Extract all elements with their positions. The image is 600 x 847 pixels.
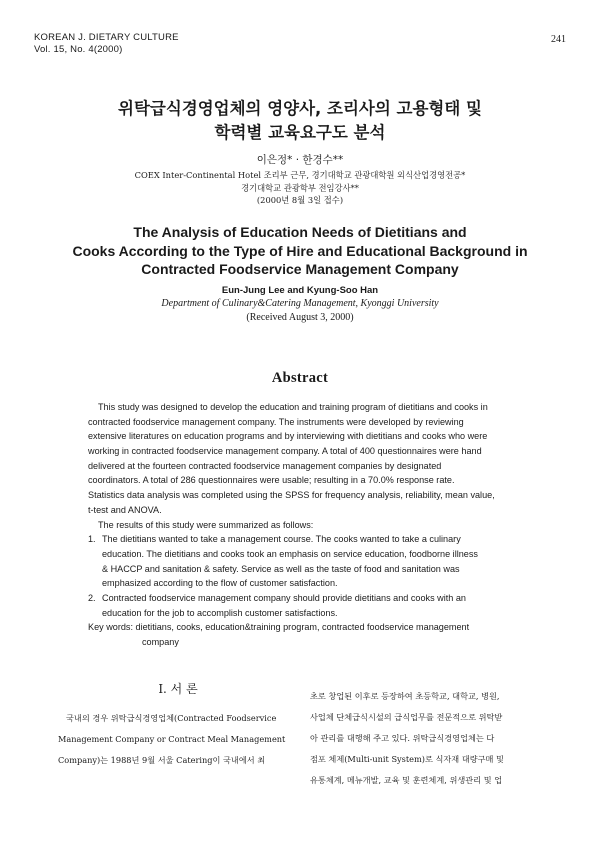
english-received-date: (Received August 3, 2000) <box>246 312 354 323</box>
abstract-body <box>88 400 520 650</box>
results-intro: The results of this study were summarized as follows: <box>98 519 314 530</box>
korean-title <box>0 97 600 145</box>
result-line: education. The dietitians and cooks took an emphasis on service education, foodborne illness <box>102 548 478 559</box>
result-item-1 <box>88 532 520 547</box>
body-left-column <box>58 708 294 771</box>
korean-affiliation-line: 경기대학교 관광학부 전임강사** <box>241 182 359 193</box>
list-number: 1. <box>88 534 96 545</box>
english-department: Department of Culinary&Catering Management, Kyonggi University <box>161 298 439 309</box>
body-line: 아 관리를 대행해 주고 있다. 위탁급식경영업체는 다 <box>310 733 495 743</box>
abstract-line: t-test and ANOVA. <box>88 504 162 515</box>
abstract-line: This study was designed to develop the education and training program of dietitians and cooks in <box>98 402 488 412</box>
result-line: The dietitians wanted to take a management course. The cooks wanted to take a culinary <box>102 534 461 545</box>
body-line: Company)는 1988년 9월 서울 Catering이 국내에서 최 <box>58 755 266 765</box>
result-line: Contracted foodservice management company should provide dietitians and cooks with an <box>102 592 466 603</box>
korean-affiliations <box>0 169 600 207</box>
abstract-line: coordinators. A total of 286 questionnaires were usable; resulting in a 70.0% response rate. <box>88 475 455 486</box>
body-line: 점포 체제(Multi-unit System)로 식자재 대량구매 및 <box>310 754 504 764</box>
abstract-line: working in contracted foodservice management company. A total of 400 questionnaires were hand <box>88 446 482 457</box>
korean-title-line: 학력별 교육요구도 분석 <box>214 123 386 142</box>
abstract-line: delivered at the fourteen contracted foodservice management companies by designated <box>88 460 442 471</box>
keywords-text: dietitians, cooks, education&training program, contracted foodservice management <box>135 622 470 633</box>
body-line: 유통체계, 메뉴개발, 교육 및 훈련체계, 위생관리 및 업 <box>310 775 503 785</box>
body-right-column <box>310 686 548 791</box>
abstract-line: contracted foodservice management company. The instruments were developed by reviewing <box>88 416 464 427</box>
abstract-heading: Abstract <box>271 370 329 386</box>
body-line: Management Company or Contract Meal Management <box>58 734 286 744</box>
result-line: education for the job to accomplish customer satisfactions. <box>102 607 338 618</box>
journal-info <box>34 32 179 56</box>
korean-affiliation-line: COEX Inter-Continental Hotel 조리부 근무, 경기대학교 관광대학원 외식산업경영전공* <box>134 170 466 180</box>
section-heading-introduction: I. 서 론 <box>158 682 198 696</box>
english-authors: Eun-Jung Lee and Kyung-Soo Han <box>221 285 379 296</box>
korean-received-date: (2000년 8월 3일 접수) <box>256 195 344 205</box>
korean-title-line: 위탁급식경영업체의 영양사, 조리사의 고용형태 및 <box>118 99 482 118</box>
result-line: & HACCP and sanitation & safety. Service as well as the taste of food and sanitation was <box>102 563 460 574</box>
english-title-line: Cooks According to the Type of Hire and Educational Background in <box>72 242 528 259</box>
abstract-line: extensive literatures on education programs and by interviewing with dietitians and cooks who were <box>88 431 488 442</box>
page-number: 241 <box>551 34 566 45</box>
list-number: 2. <box>88 592 96 603</box>
body-line: 초로 창업된 이후로 등장하여 초등학교, 대학교, 병원, <box>310 691 500 701</box>
keywords-label: Key words: <box>88 622 133 633</box>
body-line: 사업체 단체급식시설의 급식업무를 전문적으로 위탁받 <box>310 712 503 722</box>
abstract-line: Statistics data analysis was completed using the SPSS for frequency analysis, reliability, mean value, <box>88 490 495 501</box>
result-item-2 <box>88 591 520 606</box>
korean-authors: 이은정* · 한경수** <box>256 154 344 166</box>
journal-volume: Vol. 15, No. 4(2000) <box>34 44 123 55</box>
journal-name: KOREAN J. DIETARY CULTURE <box>34 32 179 43</box>
keywords-text: company <box>142 637 179 647</box>
result-line: emphasized according to the flow of customer satisfaction. <box>102 578 338 589</box>
body-line: 국내의 경우 위탁급식경영업체(Contracted Foodservice <box>66 713 277 723</box>
english-title-line: The Analysis of Education Needs of Dietitians and <box>133 224 467 240</box>
english-title-line: Contracted Foodservice Management Company <box>141 261 459 277</box>
keywords-line <box>88 620 520 635</box>
english-title <box>0 223 600 279</box>
